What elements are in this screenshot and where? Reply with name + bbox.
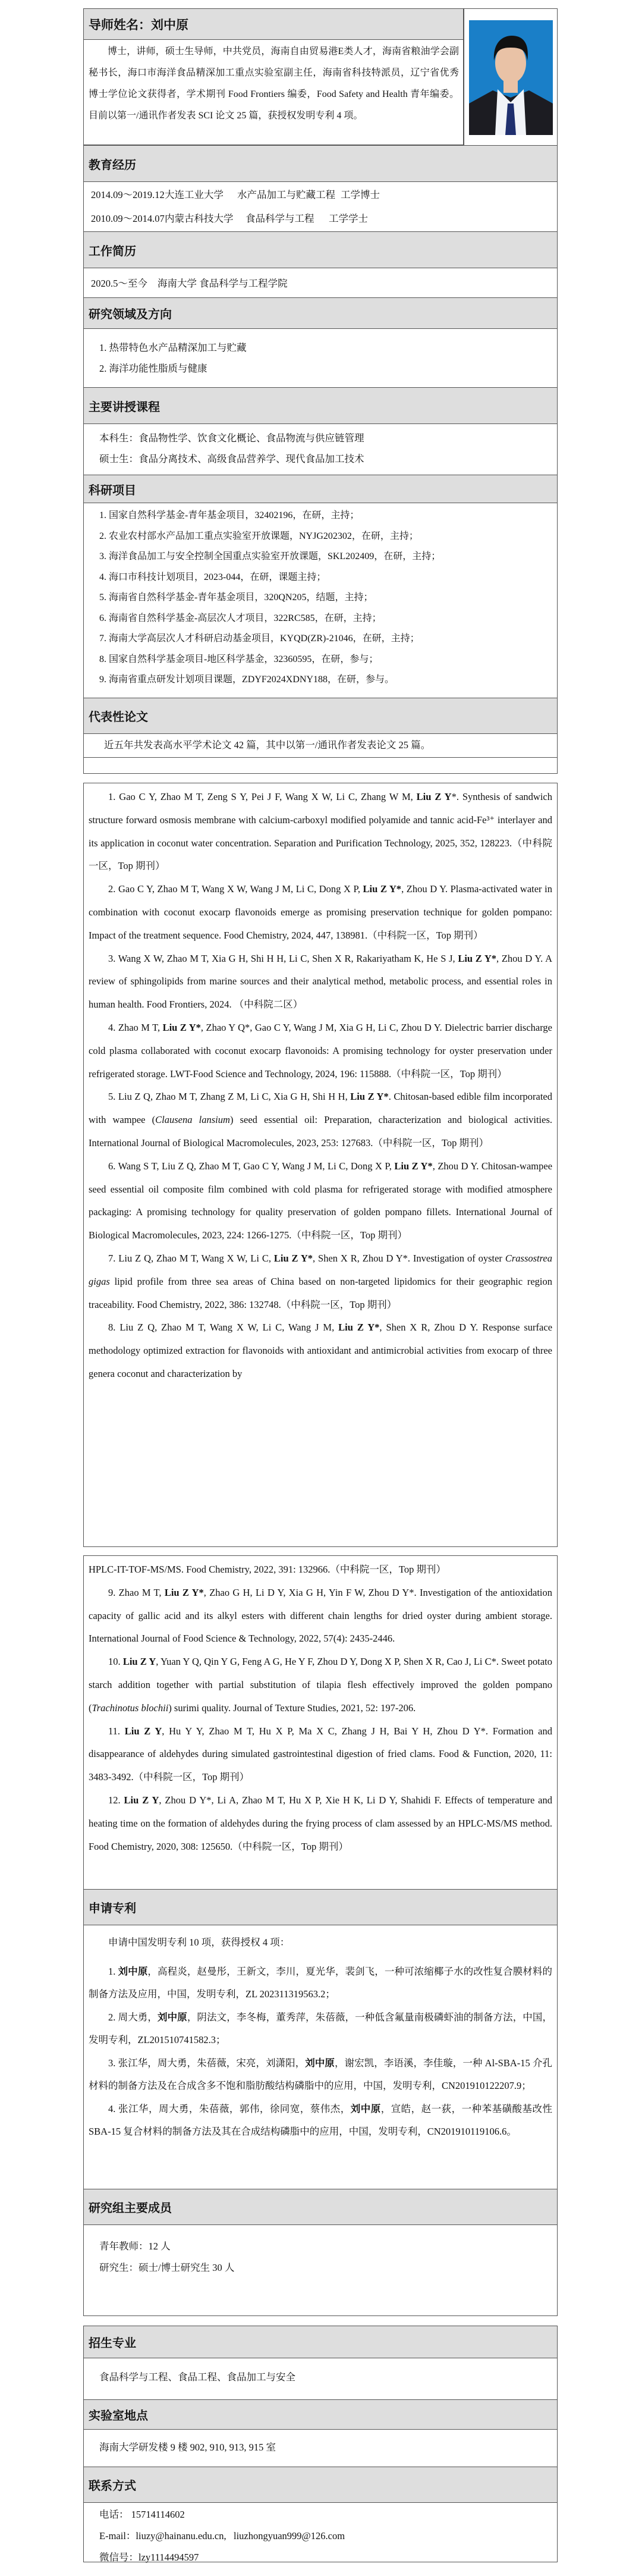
paper-item [89,878,552,947]
contact-wechat-row [99,2547,557,2568]
paper-authors: 10. [108,1656,123,1668]
papers-box-1 [83,783,558,1547]
patent-authors: 2. 周大勇， [108,2011,158,2023]
patents-title: 申请专利 [89,1901,136,1915]
species-name: Clausena lansium [155,1114,230,1126]
lab-header [84,2400,557,2430]
project-item: 6. 海南省自然科学基金-高层次人才项目，322RC585，在研，主持； [99,613,382,623]
paper-item [89,1582,552,1651]
papers-box-2 [83,1555,558,2316]
paper-authors: 3. Wang X W, Zhao M T, Xia G H, Shi H H, Li C, Shen X R, Rakariyatham K, He S J, [108,952,458,964]
papers-list-continued [84,1556,557,1890]
members-item: 青年教师：12 人 [99,2241,171,2252]
project-item: 4. 海口市科技计划项目，2023-044，在研，课题主持； [99,572,326,582]
edu-major: 水产品加工与贮藏工程 [237,189,335,200]
paper-citation: , Yuan Y Q, Qin Y G, Feng A G, He Y F, Zhou D Y, Dong X P, Shen X R, Cao J, Li C*. Sweet potato starch addition together with partial substitution of tilapia flesh effectively improved the golden pompano (Trachinotus blochii) surimi quality. Journal of Texture Studies, 2021, 52: 197-206. [89,1656,553,1714]
paper-authors: 9. Zhao M T, [108,1586,165,1598]
project-item: 9. 海南省重点研发计划项目课题，ZDYF2024XDNY188，在研，参与。 [99,674,395,685]
patent-item [89,2006,552,2052]
contact-section [84,2503,557,2568]
paper-citation: HPLC-IT-TOF-MS/MS. Food Chemistry, 2022, 391: 132966.（中科院一区，Top 期刊） [89,1564,446,1575]
paper-citation: , Shen X R, Zhou D Y*. Investigation of oyster Crassostrea gigas lipid profile from three sea areas of China based on non-targeted lipidomics for their geographic region traceability. Food Chemistry, 2022, 386: 132748.（中科院一区，Top 期刊） [89,1252,553,1310]
wechat-label: 微信号： [99,2552,139,2563]
project-item: 8. 国家自然科学基金项目-地区科学基金，32360595，在研，参与； [99,654,379,664]
research-item: 2. 海洋功能性脂质与健康 [99,363,207,374]
contact-box [83,2326,558,2562]
paper-highlight-author: Liu Z Y* [164,1586,204,1598]
paper-item [89,1720,552,1789]
profile-box [83,8,558,774]
papers-header [84,698,557,734]
edu-degree: 工学博士 [341,189,380,200]
paper-citation: , Zhao Y Q*, Gao C Y, Wang J M, Xia G H, Li C, Zhou D Y. Dielectric barrier discharge cold plasma collaborated with coconut exocarp flavonoids: A promising technology for oyster preservation under refrigerated storage. LWT-Food Science and Technology, 2024, 196: 115888.（中科院一区，Top 期刊） [89,1021,553,1080]
paper-item [89,1155,552,1247]
edu-period: 2010.09～2014.07 [91,213,165,224]
patent-highlight-author: 刘中原 [118,1965,148,1977]
work-section [84,268,557,298]
paper-highlight-author: Liu Z Y* [162,1021,201,1033]
contact-header [84,2467,557,2503]
patent-authors: 4. 张江华，周大勇，朱蓓薇，郭伟，徐同宽，蔡伟杰， [108,2103,351,2114]
advisor-photo [469,20,553,135]
course-item: 本科生：食品物性学、饮食文化概论、食品物流与供应链管理 [99,432,364,444]
patent-highlight-author: 刘中原 [158,2011,187,2023]
courses-header [84,388,557,424]
paper-highlight-author: Liu Z Y* [350,1091,389,1103]
patent-authors: 1. [108,1965,118,1977]
paper-item [89,1651,552,1720]
members-item: 研究生：硕士/博士研究生 30 人 [99,2262,235,2273]
paper-citation: , Hu Y Y, Zhao M T, Hu X P, Ma X C, Zhang J H, Bai Y H, Zhou D Y*. Formation and disappearance of aldehydes during simulated gastrointestinal digestion of fried clams. Food & Function, 2020, 11: 3483-3492.（中科院一区，Top 期刊） [89,1725,552,1783]
paper-highlight-author: Liu Z Y [124,1794,159,1806]
papers-summary [84,734,557,758]
research-header [84,298,557,329]
project-item: 5. 海南省自然科学基金-青年基金项目，320QN205，结题，主持； [99,592,373,603]
paper-authors: 12. [108,1794,124,1806]
paper-item [89,1789,552,1858]
contact-title: 联系方式 [89,2478,136,2493]
edu-school: 大连工业大学 [165,189,224,200]
paper-citation: , Zhao G H, Li D Y, Xia G H, Yin F W, Zhou D Y*. Investigation of the antioxidation capacity of gallic acid and its alkyl esters with different chain lengths for dried oyster during ambient storage. International Journal of Food Science & Technology, 2022, 57(4): 2435-2446. [89,1586,552,1645]
email-link-2[interactable]: liuzhongyuan999@126.com [233,2530,345,2542]
contact-email-row [99,2525,557,2547]
paper-citation: , Zhou D Y. Plasma-activated water in combination with coconut exocarp flavonoids emerge as promising preservation technique for golden pompano: Impact of the treatment sequence. Food Chemistry, 2024, 447, 138981.（中科院一区，Top 期刊） [89,883,552,941]
patent-highlight-author: 刘中原 [305,2057,335,2069]
phone-value[interactable]: 15714114602 [131,2509,185,2520]
research-item: 1. 热带特色水产品精深加工与贮藏 [99,342,247,353]
paper-item [89,786,552,878]
projects-title: 科研项目 [89,482,136,497]
paper-authors: 8. Liu Z Q, Zhao M T, Wang X W, Li C, Wang J M, [108,1322,339,1334]
species-name: Crassostrea gigas [89,1252,553,1287]
work-row [91,273,557,294]
paper-citation: , Zhou D Y. Chitosan-wampee seed essential oil composite film combined with cold plasma for refrigerated storage with modified atmosphere packaging: A promising technology for quality preservation of golden pompano fillets. International Journal of Biological Macromolecules, 2023, 224: 1266-1275.（中科院一区，Top 期刊） [89,1160,553,1241]
project-item: 2. 农业农村部水产品加工重点实验室开放课题，NYJG202302，在研，主持； [99,531,418,541]
wechat-value: lzy1114494597 [139,2552,199,2563]
paper-authors: 4. Zhao M T, [108,1021,163,1033]
edu-school: 内蒙古科技大学 [165,213,234,224]
advisor-name-header [84,9,464,40]
courses-title: 主要讲授课程 [89,399,160,414]
majors-title: 招生专业 [89,2336,136,2350]
edu-period: 2014.09～2019.12 [91,189,165,200]
paper-highlight-author: Liu Z Y* [458,952,497,964]
paper-citation: , Shen X R, Zhou D Y. Response surface methodology optimized extraction for flavonoids with antioxidant and antimicrobial activities from exocarp of three genera coconut and characterization by [89,1322,553,1379]
paper-highlight-author: Liu Z Y* [363,883,402,895]
advisor-name: 导师姓名：刘中原 [89,17,188,32]
education-row [91,207,557,231]
members-title: 研究组主要成员 [89,2201,172,2215]
education-header [84,145,557,182]
patents-header [84,1890,557,1925]
research-section [84,329,557,388]
paper-authors: 2. Gao C Y, Zhao M T, Wang X W, Wang J M, Li C, Dong X P, [108,883,363,895]
work-place: 海南大学 食品科学与工程学院 [158,278,288,289]
papers-title: 代表性论文 [89,710,148,724]
project-item: 7. 海南大学高层次人才科研启动基金项目，KYQD(ZR)-21046，在研，主持； [99,633,420,644]
lab-address: 海南大学研发楼 9 楼 902, 910, 913, 915 室 [99,2442,276,2453]
project-item: 1. 国家自然科学基金-青年基金项目，32402196，在研，主持； [99,510,360,520]
patent-authors: 3. 张江华，周大勇，朱蓓薇，宋亮，刘潇阳， [108,2057,306,2069]
projects-section [84,503,557,698]
email-label: E-mail： [99,2530,136,2542]
work-header [84,232,557,268]
majors-text: 食品科学与工程、食品工程、食品加工与安全 [99,2371,295,2383]
patent-item [89,2052,552,2098]
work-title: 工作简历 [89,243,136,258]
patent-item [89,1960,552,2006]
paper-authors: 1. Gao C Y, Zhao M T, Zeng S Y, Pei J F, Wang X W, Li C, Zhang W M, [108,791,417,802]
paper-highlight-author: Liu Z Y [122,1656,156,1668]
patent-detail: ，谢宏凯，李语溪，李佳璇，一种 Al-SBA-15 介孔材料的制备方法及在合成含多不饱和脂肪酸结构磷脂中的应用，中国，发明专利，CN201910122207.9； [89,2057,553,2091]
paper-citation: *. Synthesis of sandwich structure forward osmosis membrane with calcium-carboxyl modified polyamide and tannic acid-Fe³⁺ interlayer and its application in coconut water concentration. Separation and Purification Technology, 2025, 352, 128223.（中科院一区，Top 期刊） [89,791,553,872]
lab-section [84,2430,557,2467]
course-item: 硕士生：食品分离技术、高级食品营养学、现代食品加工技术 [99,453,364,465]
work-period: 2020.5～至今 [91,278,147,289]
paper-citation: . Chitosan-based edible film incorporated with wampee (Clausena lansium) seed essential oil: Preparation, characterization and biological activities. International Journal of Biological Macromolecules, 2023, 253: 127683.（中科院一区，Top 期刊） [89,1091,552,1149]
paper-highlight-author: Liu Z Y* [338,1322,380,1334]
paper-item [89,947,552,1016]
paper-citation: , Zhou D Y. A review of sphingolipids from marine sources and their analytical method, metabolic process, and essential roles in human health. Food Frontiers, 2024. （中科院二区） [89,952,552,1011]
members-section [84,2225,557,2279]
paper-item [89,1085,552,1154]
project-item: 3. 海洋食品加工与安全控制全国重点实验室开放课题，SKL202409，在研，主持； [99,551,441,561]
patent-detail: ，高程炎，赵曼彤，王新文，李川，夏光华，裴剑飞，一种可浓缩椰子水的改性复合膜材料的制备方法及应用，中国，发明专利，ZL 202311319563.2； [89,1965,553,2000]
edu-major: 食品科学与工程 [246,213,314,224]
email-link-1[interactable]: liuzy@hainanu.edu.cn, [136,2530,226,2542]
patents-section [84,1925,557,2189]
patent-highlight-author: 刘中原 [350,2103,381,2114]
paper-citation: , Zhou D Y*, Li A, Zhao M T, Hu X P, Xie H K, Li D Y, Shahidi F. Effects of temperature and heating time on the formation of aldehydes during the frying process of clam assessed by an HPLC-MS/MS method. Food Chemistry, 2020, 308: 125650.（中科院一区，Top 期刊） [89,1794,553,1852]
paper-authors: 11. [108,1725,125,1737]
paper-highlight-author: Liu Z Y [124,1725,162,1737]
projects-header [84,475,557,503]
research-title: 研究领域及方向 [89,307,172,321]
patent-detail: ，阴法文，李冬梅，董秀萍，朱蓓薇，一种低含氟量南极磷虾油的制备方法，中国，发明专利，ZL201510741582.3； [89,2011,553,2045]
patents-summary: 申请中国发明专利 10 项，获得授权 4 项： [108,1937,290,1948]
advisor-bio: 博士，讲师，硕士生导师，中共党员，海南自由贸易港E类人才，海南省粮油学会副秘书长，海口市海洋食品精深加工重点实验室副主任，海南省科技特派员，辽宁省优秀博士学位论文获得者，学术期刊 Food Frontiers 编委，Food Safety and Health 青年编委。目前以第一/通讯作者发表 SCI 论文 25 篇，获授权发明专利 4 项。 [84,40,464,145]
lab-title: 实验室地点 [89,2408,148,2423]
education-row [91,183,557,207]
paper-item-continued [89,1558,552,1582]
paper-item [89,1247,552,1316]
paper-authors: 7. Liu Z Q, Zhao M T, Wang X W, Li C, [108,1252,274,1264]
paper-highlight-author: Liu Z Y* [394,1160,433,1172]
paper-authors: 6. Wang S T, Liu Z Q, Zhao M T, Gao C Y, Wang J M, Li C, Dong X P, [108,1160,395,1172]
photo-cell [463,9,557,145]
paper-authors: 5. Liu Z Q, Zhao M T, Zhang Z M, Li C, Xia G H, Shi H H, [108,1091,351,1103]
paper-item [89,1016,552,1085]
edu-degree: 工学学士 [329,213,368,224]
phone-label: 电话： [99,2509,129,2520]
papers-list [84,783,557,1386]
patent-detail: ，宣皓，赵一荻，一种苯基磺酸基改性 SBA-15 复合材料的制备方法及其在合成结构磷脂中的应用，中国，发明专利，CN201910119106.6。 [89,2103,553,2137]
courses-section [84,424,557,475]
papers-summary-text: 近五年共发表高水平学术论文 42 篇，其中以第一/通讯作者发表论文 25 篇。 [104,739,431,751]
patent-item [89,2098,552,2144]
paper-highlight-author: Liu Z Y* [273,1252,313,1264]
education-title: 教育经历 [89,157,136,172]
species-name: Trachinotus blochii [92,1702,169,1714]
majors-section [84,2358,557,2400]
paper-item [89,1316,552,1385]
paper-highlight-author: Liu Z Y [416,791,452,802]
majors-header [84,2326,557,2358]
education-section [84,182,557,232]
contact-phone-row [99,2504,557,2525]
members-header [84,2189,557,2225]
